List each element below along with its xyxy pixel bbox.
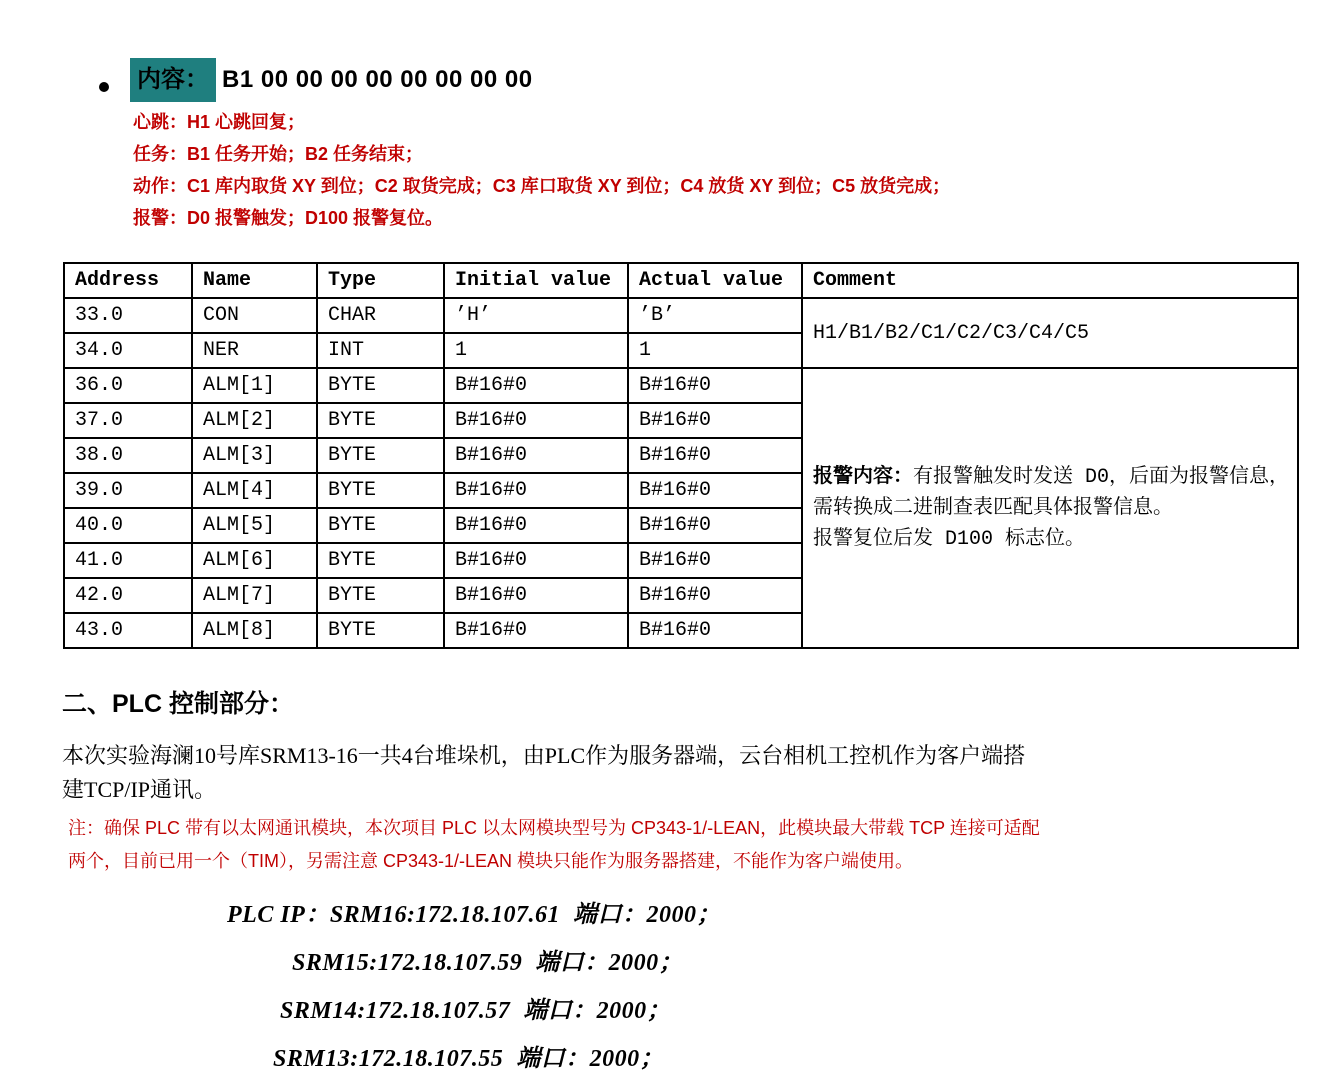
- table-cell: B#16#0: [628, 613, 802, 648]
- plc-ip-line-srm15: SRM15:172.18.107.59 端口：2000；: [292, 950, 684, 976]
- table-cell: ALM[1]: [192, 368, 317, 403]
- note-line: 两个，目前已用一个（TIM），另需注意 CP343-1/-LEAN 模块只能作为服务器搭建，不能作为客户端使用。: [68, 851, 914, 871]
- table-cell: ALM[6]: [192, 543, 317, 578]
- plc-ip-line-srm14: SRM14:172.18.107.57 端口：2000；: [280, 998, 672, 1024]
- table-cell: ALM[2]: [192, 403, 317, 438]
- content-hex-value: B1 00 00 00 00 00 00 00 00: [222, 66, 533, 93]
- table-cell: B#16#0: [444, 403, 628, 438]
- table-cell: CHAR: [317, 298, 444, 333]
- table-cell: 36.0: [64, 368, 192, 403]
- table-cell: B#16#0: [628, 403, 802, 438]
- table-cell: 39.0: [64, 473, 192, 508]
- table-cell: BYTE: [317, 473, 444, 508]
- table-cell: B#16#0: [628, 578, 802, 613]
- column-header-initial-value: Initial value: [444, 263, 628, 298]
- plc-ip-line-srm13: SRM13:172.18.107.55 端口：2000；: [273, 1046, 665, 1072]
- table-cell: BYTE: [317, 613, 444, 648]
- table-cell: BYTE: [317, 438, 444, 473]
- note-text: [68, 812, 1040, 878]
- table-cell: B#16#0: [628, 543, 802, 578]
- table-cell: 43.0: [64, 613, 192, 648]
- table-cell: 38.0: [64, 438, 192, 473]
- body-paragraph-line: 建TCP/IP通讯。: [62, 777, 217, 802]
- table-header-row: [64, 263, 1298, 298]
- table-cell: BYTE: [317, 368, 444, 403]
- comment-cell-codes: H1/B1/B2/C1/C2/C3/C4/C5: [802, 298, 1298, 368]
- table-cell: B#16#0: [444, 613, 628, 648]
- protocol-notes: [133, 106, 950, 234]
- body-paragraph-line: 本次实验海澜10号库SRM13-16一共4台堆垛机，由PLC作为服务器端，云台相机工控机作为客户端搭: [62, 743, 1026, 768]
- table-row: [64, 368, 1298, 403]
- column-header-type: Type: [317, 263, 444, 298]
- table-cell: B#16#0: [444, 508, 628, 543]
- table-cell: ALM[7]: [192, 578, 317, 613]
- content-label-highlighted: 内容：: [130, 58, 216, 102]
- table-row: [64, 298, 1298, 333]
- plc-ip-line-srm16: PLC IP：SRM16:172.18.107.61 端口：2000；: [227, 902, 722, 928]
- protocol-line-task: 任务：B1 任务开始；B2 任务结束；: [133, 144, 424, 164]
- table-cell: NER: [192, 333, 317, 368]
- table-cell: B#16#0: [444, 543, 628, 578]
- table-cell: BYTE: [317, 403, 444, 438]
- table-cell: B#16#0: [628, 368, 802, 403]
- alarm-comment-lead: 报警内容：: [813, 465, 913, 489]
- content-bullet-line: [130, 58, 533, 102]
- table-cell: B#16#0: [628, 508, 802, 543]
- table-cell: 1: [628, 333, 802, 368]
- table-cell: ALM[3]: [192, 438, 317, 473]
- table-cell: B#16#0: [444, 368, 628, 403]
- column-header-comment: Comment: [802, 263, 1298, 298]
- section-heading: 二、PLC 控制部分：: [62, 690, 294, 718]
- protocol-line-alarm: 报警：D0 报警触发；D100 报警复位。: [133, 208, 444, 228]
- table-cell: ALM[8]: [192, 613, 317, 648]
- protocol-line-heartbeat: 心跳：H1 心跳回复；: [133, 112, 306, 132]
- table-cell: ’B’: [628, 298, 802, 333]
- table-cell: BYTE: [317, 508, 444, 543]
- bullet-icon: [99, 82, 109, 92]
- table-cell: B#16#0: [444, 578, 628, 613]
- table-cell: 34.0: [64, 333, 192, 368]
- table-cell: 33.0: [64, 298, 192, 333]
- table-cell: BYTE: [317, 543, 444, 578]
- plc-variable-table: [63, 262, 1299, 649]
- alarm-comment-body: 有报警触发时发送 D0，后面为报警信息，需转换成二进制查表匹配具体报警信息。: [813, 465, 1290, 520]
- table-cell: 40.0: [64, 508, 192, 543]
- note-line: 注：确保 PLC 带有以太网通讯模块，本次项目 PLC 以太网模块型号为 CP343-1/-LEAN，此模块最大带载 TCP 连接可适配: [68, 818, 1040, 838]
- protocol-line-action: 动作：C1 库内取货 XY 到位；C2 取货完成；C3 库口取货 XY 到位；C4 放货 XY 到位；C5 放货完成；: [133, 176, 951, 196]
- column-header-name: Name: [192, 263, 317, 298]
- table-cell: ’H’: [444, 298, 628, 333]
- table-cell: 1: [444, 333, 628, 368]
- comment-cell-alarm: [802, 368, 1298, 648]
- table-cell: CON: [192, 298, 317, 333]
- table-cell: B#16#0: [628, 438, 802, 473]
- table-cell: 41.0: [64, 543, 192, 578]
- table-cell: BYTE: [317, 578, 444, 613]
- table-cell: B#16#0: [628, 473, 802, 508]
- column-header-actual-value: Actual value: [628, 263, 802, 298]
- table-cell: B#16#0: [444, 438, 628, 473]
- table-cell: ALM[4]: [192, 473, 317, 508]
- column-header-address: Address: [64, 263, 192, 298]
- table-cell: 42.0: [64, 578, 192, 613]
- table-cell: B#16#0: [444, 473, 628, 508]
- body-paragraph: [62, 739, 1025, 807]
- table-cell: 37.0: [64, 403, 192, 438]
- alarm-comment-line2: 报警复位后发 D100 标志位。: [813, 527, 1086, 551]
- alarm-comment-paragraph: [813, 462, 1293, 524]
- table-cell: ALM[5]: [192, 508, 317, 543]
- table-cell: INT: [317, 333, 444, 368]
